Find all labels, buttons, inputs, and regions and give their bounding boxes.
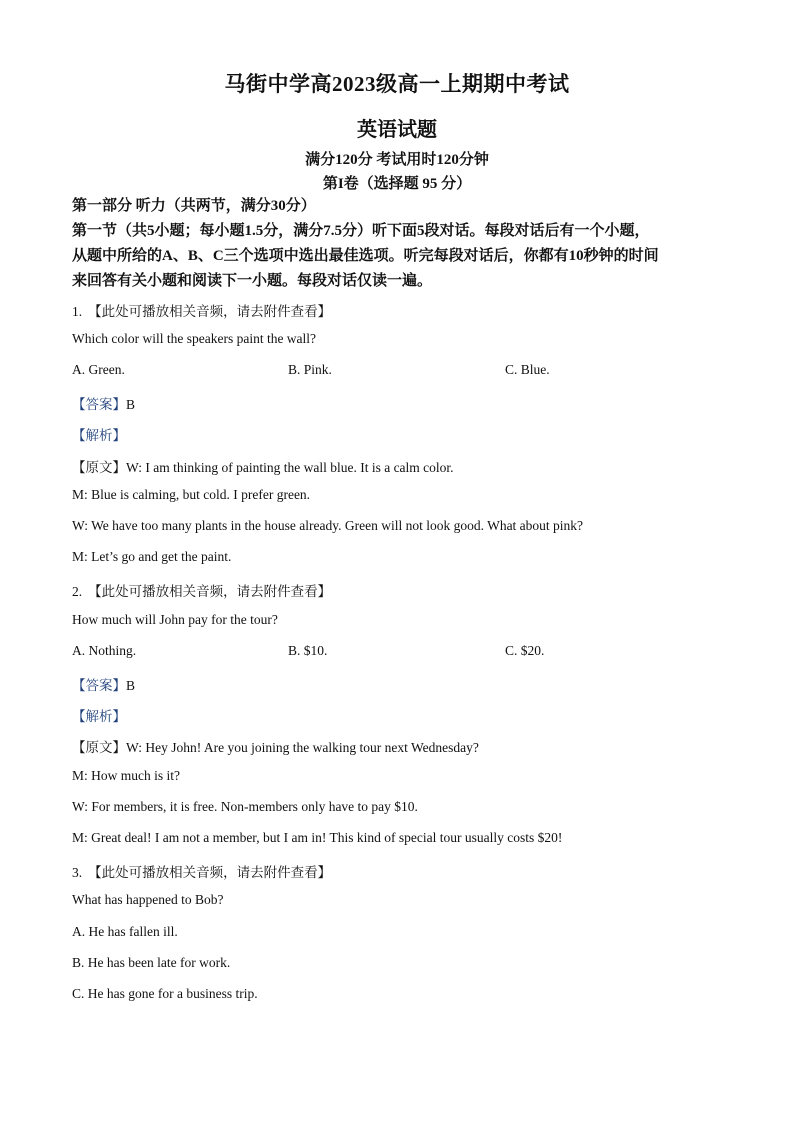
question-2-transcript-line-4: M: Great deal! I am not a member, but I am in! This kind of special tour usually costs $20! bbox=[72, 830, 563, 845]
question-1-answer bbox=[72, 393, 135, 413]
question-3-header bbox=[72, 861, 331, 881]
question-2-transcript-line-2: M: How much is it? bbox=[72, 768, 180, 783]
question-2-option-b: B. $10. bbox=[288, 643, 328, 658]
question-1-transcript-line-3: W: We have too many plants in the house already. Green will not look good. What about pink? bbox=[72, 518, 584, 533]
question-1-analysis-tag: 【解析】 bbox=[72, 428, 126, 443]
question-1-option-a: A. Green. bbox=[72, 362, 125, 377]
question-1-transcript-line-2: M: Blue is calming, but cold. I prefer green. bbox=[72, 487, 311, 502]
question-1-transcript-line-1 bbox=[72, 456, 454, 476]
question-number: 1. bbox=[72, 304, 83, 319]
question-3-option-a: A. He has fallen ill. bbox=[72, 924, 178, 939]
answer-tag: 【答案】 bbox=[72, 678, 126, 693]
question-3-option-c: C. He has gone for a business trip. bbox=[72, 986, 258, 1001]
question-number: 3. bbox=[72, 865, 83, 880]
transcript-tag: 【原文】 bbox=[72, 740, 126, 755]
section-instruction-line-1: 第一节（共5小题；每小题1.5分，满分7.5分）听下面5段对话。每段对话后有一个小题， bbox=[72, 223, 650, 239]
question-2-option-c: C. $20. bbox=[505, 643, 545, 658]
exam-title: 马街中学高2023级高一上期期中考试 bbox=[224, 72, 570, 96]
audio-note: 【此处可播放相关音频，请去附件查看】 bbox=[88, 865, 332, 880]
question-1-option-c: C. Blue. bbox=[505, 362, 550, 377]
question-2-transcript-line-3: W: For members, it is free. Non-members only have to pay $10. bbox=[72, 799, 418, 814]
transcript-tag: 【原文】 bbox=[72, 460, 126, 475]
question-3-text: What has happened to Bob? bbox=[72, 892, 224, 907]
transcript-text: W: Hey John! Are you joining the walking tour next Wednesday? bbox=[126, 740, 479, 755]
exam-meta: 满分120分 考试用时120分钟 bbox=[305, 152, 489, 168]
question-1-transcript-line-4: M: Let’s go and get the paint. bbox=[72, 549, 232, 564]
question-1-option-b: B. Pink. bbox=[288, 362, 332, 377]
transcript-text: W: I am thinking of painting the wall blue. It is a calm color. bbox=[126, 460, 454, 475]
question-2-analysis-tag: 【解析】 bbox=[72, 709, 126, 724]
question-2-text: How much will John pay for the tour? bbox=[72, 612, 278, 627]
answer-tag: 【答案】 bbox=[72, 397, 126, 412]
volume-heading: 第I卷（选择题 95 分） bbox=[322, 176, 472, 192]
question-1-header bbox=[72, 300, 331, 320]
audio-note: 【此处可播放相关音频，请去附件查看】 bbox=[88, 304, 332, 319]
question-1-text: Which color will the speakers paint the wall? bbox=[72, 331, 317, 346]
question-2-header bbox=[72, 580, 331, 600]
question-2-answer bbox=[72, 674, 135, 694]
question-2-option-a: A. Nothing. bbox=[72, 643, 137, 658]
section-instruction-line-3: 来回答有关小题和阅读下一小题。每段对话仅读一遍。 bbox=[72, 273, 433, 289]
exam-subject: 英语试题 bbox=[357, 119, 437, 141]
part-heading: 第一部分 听力（共两节，满分30分） bbox=[72, 198, 316, 214]
answer-value: B bbox=[126, 678, 136, 693]
question-3-option-b: B. He has been late for work. bbox=[72, 955, 231, 970]
question-number: 2. bbox=[72, 584, 83, 599]
question-2-transcript-line-1 bbox=[72, 736, 479, 756]
section-instruction-line-2: 从题中所给的A、B、C三个选项中选出最佳选项。听完每段对话后，你都有10秒钟的时间 bbox=[72, 248, 659, 264]
answer-value: B bbox=[126, 397, 136, 412]
audio-note: 【此处可播放相关音频，请去附件查看】 bbox=[88, 584, 332, 599]
